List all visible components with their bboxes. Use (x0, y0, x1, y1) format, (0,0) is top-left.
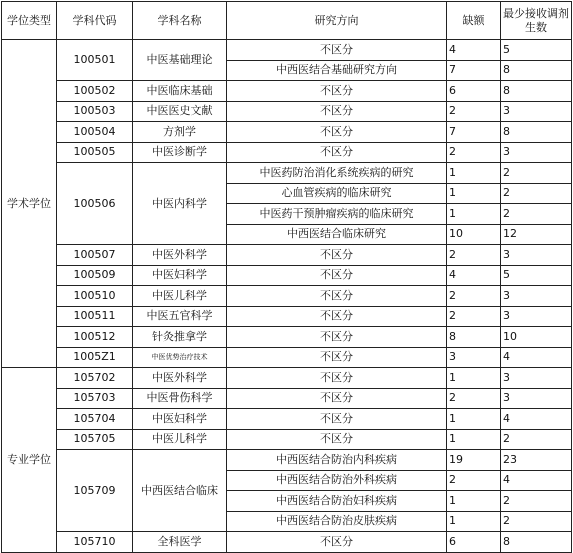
vacancy: 1 (447, 204, 501, 225)
table-row (2, 245, 572, 266)
vacancy: 10 (447, 224, 501, 245)
direction: 不区分 (227, 347, 447, 368)
min-transfer: 2 (501, 429, 572, 450)
header-min-transfer: 最少接收调剂生数 (501, 2, 572, 40)
direction: 不区分 (227, 245, 447, 266)
table-row (2, 163, 572, 184)
min-transfer: 8 (501, 81, 572, 102)
subject-name: 针灸推拿学 (133, 327, 227, 348)
table-row (2, 101, 572, 122)
subject-code: 100503 (57, 101, 133, 122)
vacancy: 2 (447, 245, 501, 266)
min-transfer: 2 (501, 183, 572, 204)
table-row (2, 265, 572, 286)
vacancy: 2 (447, 306, 501, 327)
subject-code: 100507 (57, 245, 133, 266)
subject-code: 100509 (57, 265, 133, 286)
subject-name: 中西医结合临床 (133, 450, 227, 532)
direction: 不区分 (227, 327, 447, 348)
subject-code: 105703 (57, 388, 133, 409)
subject-code: 100504 (57, 122, 133, 143)
vacancy: 1 (447, 183, 501, 204)
direction: 不区分 (227, 409, 447, 430)
subject-code: 100506 (57, 163, 133, 245)
subject-code: 100511 (57, 306, 133, 327)
min-transfer: 3 (501, 368, 572, 389)
min-transfer: 12 (501, 224, 572, 245)
vacancy: 2 (447, 101, 501, 122)
subject-code: 100505 (57, 142, 133, 163)
vacancy: 19 (447, 450, 501, 471)
direction: 中西医结合基础研究方向 (227, 60, 447, 81)
vacancy: 6 (447, 532, 501, 553)
min-transfer: 3 (501, 306, 572, 327)
vacancy: 6 (447, 81, 501, 102)
header-vacancy: 缺额 (447, 2, 501, 40)
subject-code: 100512 (57, 327, 133, 348)
direction: 不区分 (227, 101, 447, 122)
table-row (2, 327, 572, 348)
header-code: 学科代码 (57, 2, 133, 40)
direction: 中医药防治消化系统疾病的研究 (227, 163, 447, 184)
table-row (2, 388, 572, 409)
direction: 不区分 (227, 429, 447, 450)
direction: 中西医结合防治皮肤疾病 (227, 511, 447, 532)
header-direction: 研究方向 (227, 2, 447, 40)
subject-name: 中医骨伤科学 (133, 388, 227, 409)
table-row (2, 40, 572, 61)
table-row (2, 306, 572, 327)
min-transfer: 4 (501, 470, 572, 491)
header-row (2, 2, 572, 40)
direction: 中西医结合防治妇科疾病 (227, 491, 447, 512)
direction: 不区分 (227, 368, 447, 389)
vacancy: 4 (447, 265, 501, 286)
direction: 不区分 (227, 265, 447, 286)
subject-name: 中医五官科学 (133, 306, 227, 327)
min-transfer: 3 (501, 142, 572, 163)
table-row (2, 409, 572, 430)
min-transfer: 3 (501, 101, 572, 122)
direction: 不区分 (227, 306, 447, 327)
table-row (2, 429, 572, 450)
subject-code: 100510 (57, 286, 133, 307)
min-transfer: 23 (501, 450, 572, 471)
vacancy: 1 (447, 368, 501, 389)
min-transfer: 10 (501, 327, 572, 348)
subject-code: 105709 (57, 450, 133, 532)
subject-name: 中医外科学 (133, 368, 227, 389)
subject-code: 105705 (57, 429, 133, 450)
vacancy: 2 (447, 388, 501, 409)
min-transfer: 2 (501, 204, 572, 225)
subject-name: 中医内科学 (133, 163, 227, 245)
direction: 中医药干预肿瘤疾病的临床研究 (227, 204, 447, 225)
direction: 不区分 (227, 142, 447, 163)
subject-name: 方剂学 (133, 122, 227, 143)
subject-name: 中医儿科学 (133, 286, 227, 307)
vacancy: 1 (447, 163, 501, 184)
min-transfer: 5 (501, 40, 572, 61)
subject-code: 100501 (57, 40, 133, 81)
vacancy: 4 (447, 40, 501, 61)
subject-name: 中医医史文献 (133, 101, 227, 122)
vacancy: 8 (447, 327, 501, 348)
min-transfer: 4 (501, 347, 572, 368)
direction: 不区分 (227, 388, 447, 409)
subject-name: 中医外科学 (133, 245, 227, 266)
vacancy: 3 (447, 347, 501, 368)
table-row (2, 450, 572, 471)
direction: 不区分 (227, 81, 447, 102)
vacancy: 7 (447, 60, 501, 81)
vacancy: 1 (447, 511, 501, 532)
subject-code: 105704 (57, 409, 133, 430)
table-row (2, 368, 572, 389)
vacancy: 2 (447, 470, 501, 491)
subject-name: 中医临床基础 (133, 81, 227, 102)
direction: 中西医结合临床研究 (227, 224, 447, 245)
subject-name: 中医儿科学 (133, 429, 227, 450)
min-transfer: 4 (501, 409, 572, 430)
min-transfer: 8 (501, 532, 572, 553)
table-row (2, 142, 572, 163)
vacancy: 1 (447, 491, 501, 512)
min-transfer: 3 (501, 286, 572, 307)
subject-code: 1005Z1 (57, 347, 133, 368)
header-name: 学科名称 (133, 2, 227, 40)
subject-name: 全科医学 (133, 532, 227, 553)
min-transfer: 3 (501, 388, 572, 409)
direction: 不区分 (227, 122, 447, 143)
min-transfer: 2 (501, 163, 572, 184)
vacancy: 2 (447, 286, 501, 307)
group-academic: 学术学位 (2, 40, 57, 368)
subject-code: 105702 (57, 368, 133, 389)
vacancy: 7 (447, 122, 501, 143)
table-row (2, 347, 572, 368)
subject-code: 100502 (57, 81, 133, 102)
table-row (2, 81, 572, 102)
min-transfer: 5 (501, 265, 572, 286)
min-transfer: 2 (501, 491, 572, 512)
vacancy: 2 (447, 142, 501, 163)
min-transfer: 3 (501, 245, 572, 266)
header-degree-type: 学位类型 (2, 2, 57, 40)
direction: 中西医结合防治内科疾病 (227, 450, 447, 471)
table-row (2, 286, 572, 307)
vacancy: 1 (447, 429, 501, 450)
direction: 心血管疾病的临床研究 (227, 183, 447, 204)
min-transfer: 8 (501, 60, 572, 81)
subject-name: 中医诊断学 (133, 142, 227, 163)
subject-name: 中医基础理论 (133, 40, 227, 81)
vacancy: 1 (447, 409, 501, 430)
direction: 不区分 (227, 286, 447, 307)
min-transfer: 2 (501, 511, 572, 532)
subject-name: 中医优势治疗技术 (133, 347, 227, 368)
subject-name: 中医妇科学 (133, 409, 227, 430)
direction: 不区分 (227, 532, 447, 553)
table-row (2, 122, 572, 143)
group-professional: 专业学位 (2, 368, 57, 553)
subject-name: 中医妇科学 (133, 265, 227, 286)
admissions-table (1, 1, 572, 553)
direction: 中西医结合防治外科疾病 (227, 470, 447, 491)
min-transfer: 8 (501, 122, 572, 143)
subject-code: 105710 (57, 532, 133, 553)
direction: 不区分 (227, 40, 447, 61)
